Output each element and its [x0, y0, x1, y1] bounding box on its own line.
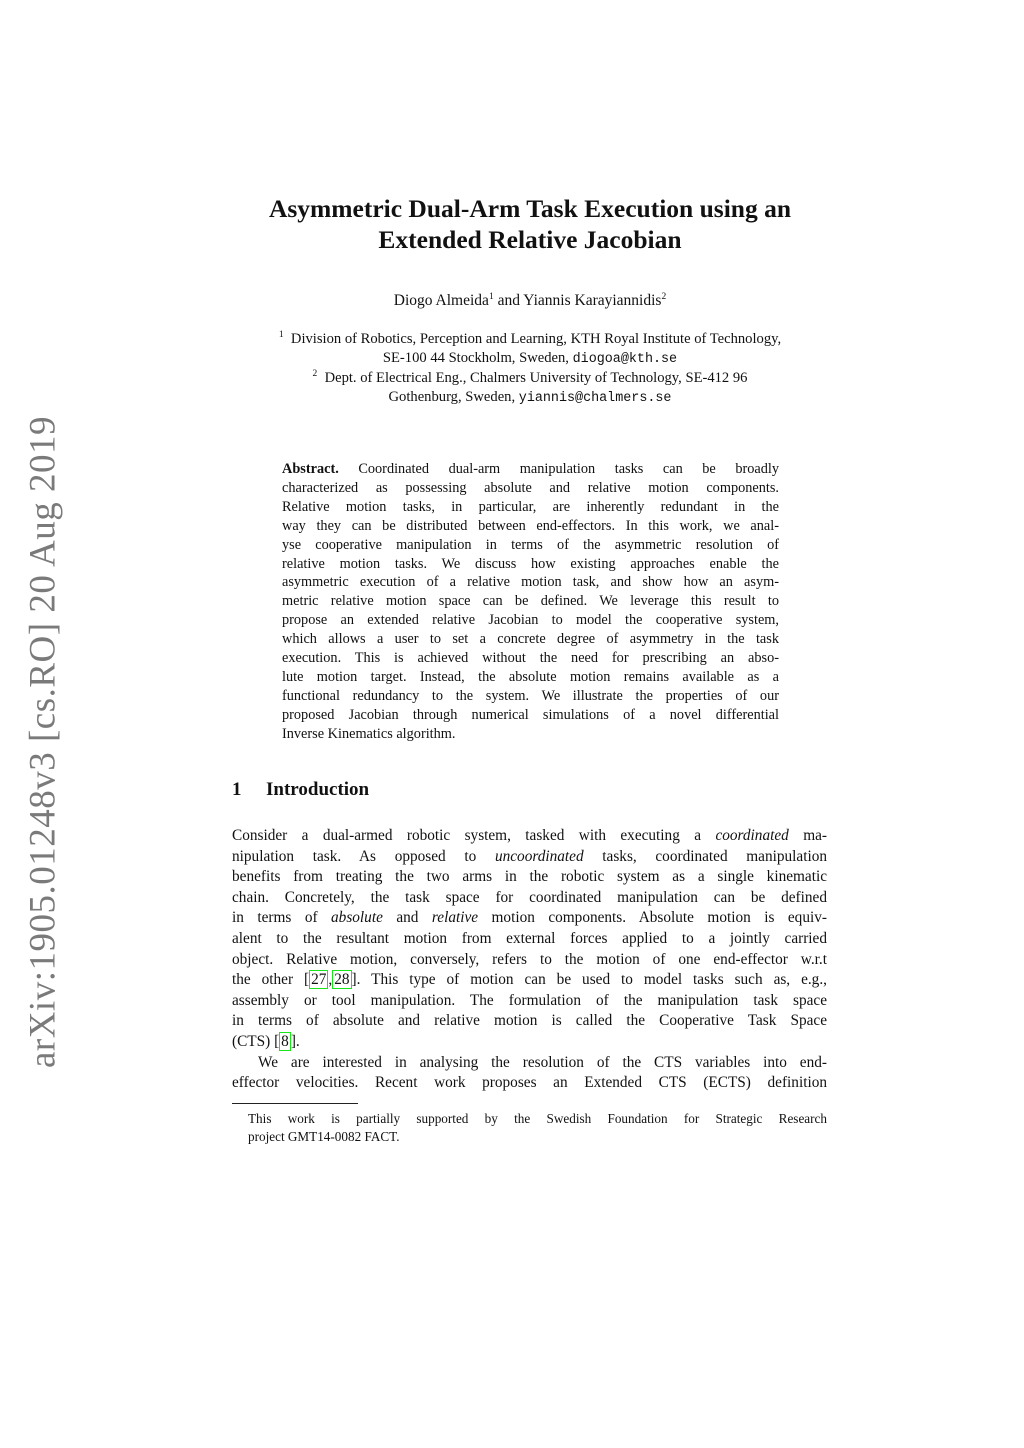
footnote: [248, 1110, 827, 1146]
abstract-line: which allows a user to set a concrete degree of asymmetry in the task: [282, 631, 779, 648]
abstract-line: propose an extended relative Jacobian to model the cooperative system,: [282, 612, 779, 629]
affiliations: [200, 330, 860, 408]
abstract-line: metric relative motion space can be defined. We leverage this result to: [282, 593, 779, 610]
author-list: [200, 292, 860, 310]
author-name: Diogo Almeida: [393, 292, 489, 309]
body-line: We are interested in analysing the resolution of the CTS variables into end-: [258, 1053, 827, 1071]
affiliation-text: Dept. of Electrical Eng., Chalmers University of Technology, SE-412 96: [324, 370, 748, 386]
affiliation-text: Division of Robotics, Perception and Learning, KTH Royal Institute of Technology,: [290, 331, 782, 347]
author-name: Yiannis Karayiannidis: [523, 292, 662, 309]
affiliation-text: SE-100 44 Stockholm, Sweden,: [382, 350, 569, 366]
emphasis: uncoordinated: [494, 847, 584, 865]
arxiv-identifier: arXiv:1905.01248v3 [cs.RO] 20 Aug 2019: [22, 415, 64, 1069]
abstract-text: Coordinated dual-arm manipulation tasks can be broadly: [358, 461, 780, 477]
title-line: Extended Relative Jacobian: [378, 225, 682, 254]
body-line: nipulation task. As opposed to uncoordinated tasks, coordinated manipulation: [232, 847, 827, 865]
abstract-line: functional redundancy to the system. We illustrate the properties of our: [282, 687, 779, 704]
emphasis: coordinated: [715, 827, 789, 844]
abstract-line: Inverse Kinematics algorithm.: [282, 725, 456, 742]
affiliation-line: [200, 349, 860, 369]
body-line: Consider a dual-armed robotic system, tasked with executing a coordinated ma-: [232, 827, 827, 844]
citation-link[interactable]: 27: [311, 971, 327, 989]
section-number: 1: [232, 779, 242, 800]
affiliation-text: Gothenburg, Sweden,: [388, 389, 516, 405]
abstract-label: Abstract.: [282, 461, 339, 477]
title-line: Asymmetric Dual-Arm Task Execution using an: [268, 194, 792, 223]
affiliation-marker: 2: [312, 369, 318, 379]
abstract-line: Relative motion tasks, in particular, are inherently redundant in the: [282, 498, 779, 515]
affiliation-marker: 1: [488, 292, 494, 302]
affiliation-marker: 1: [278, 330, 284, 340]
citation-link[interactable]: 28: [334, 971, 350, 989]
abstract-line: asymmetric execution of a relative motion task, and show how an asym-: [282, 574, 779, 591]
citation-link[interactable]: 8: [281, 1032, 289, 1050]
abstract-line: characterized as possessing absolute and relative motion components.: [282, 479, 779, 496]
affiliation-line: [200, 330, 860, 349]
footnote-rule: [232, 1103, 358, 1104]
body-line: effector velocities. Recent work proposes an Extended CTS (ECTS) definition: [232, 1074, 827, 1092]
emphasis: relative: [431, 909, 479, 927]
paper-title: [200, 193, 860, 255]
body-line: object. Relative motion, conversely, refers to the motion of one end-effector w.r.t: [232, 950, 827, 968]
affiliation-line: [200, 388, 860, 408]
abstract-line: proposed Jacobian through numerical simulations of a novel differential: [282, 706, 779, 723]
footnote-line: project GMT14-0082 FACT.: [248, 1129, 400, 1144]
body-line: alent to the resultant motion from external forces applied to a jointly carried: [232, 929, 827, 947]
abstract-line: [282, 460, 779, 479]
author-conjunction: and: [497, 292, 520, 309]
footnote-line: This work is partially supported by the Swedish Foundation for Strategic Research: [248, 1111, 827, 1126]
email-link[interactable]: yiannis@chalmers.se: [518, 391, 672, 406]
body-line: in terms of absolute and relative motion is called the Cooperative Task Space: [232, 1012, 827, 1030]
abstract-line: way they can be distributed between end-effectors. In this work, we anal-: [282, 517, 779, 534]
section-title: Introduction: [266, 779, 370, 800]
body-line: (CTS) [ 8 ].: [232, 1032, 300, 1050]
introduction-body: [232, 826, 827, 1094]
body-line: in terms of absolute and relative motion components. Absolute motion is equiv-: [232, 909, 827, 927]
emphasis: absolute: [331, 909, 383, 927]
body-line: assembly or tool manipulation. The formulation of the manipulation task space: [232, 991, 827, 1009]
abstract: [282, 460, 779, 744]
abstract-line: relative motion tasks. We discuss how existing approaches enable the: [282, 555, 779, 572]
email-link[interactable]: diogoa@kth.se: [572, 352, 678, 367]
affiliation-marker: 2: [661, 292, 667, 302]
abstract-line: execution. This is achieved without the need for prescribing an abso-: [282, 650, 779, 667]
body-line: chain. Concretely, the task space for coordinated manipulation can be defined: [232, 888, 827, 906]
body-line: the other [ 27 , 28 ]. This type of motion can be used to model tasks such as, e.g.,: [232, 971, 827, 989]
section-heading: [232, 779, 369, 801]
abstract-line: yse cooperative manipulation in terms of the asymmetric resolution of: [282, 536, 779, 553]
abstract-line: lute motion target. Instead, the absolute motion remains available as a: [282, 668, 779, 685]
affiliation-line: [200, 369, 860, 388]
body-line: benefits from treating the two arms in the robotic system as a single kinematic: [232, 868, 827, 886]
